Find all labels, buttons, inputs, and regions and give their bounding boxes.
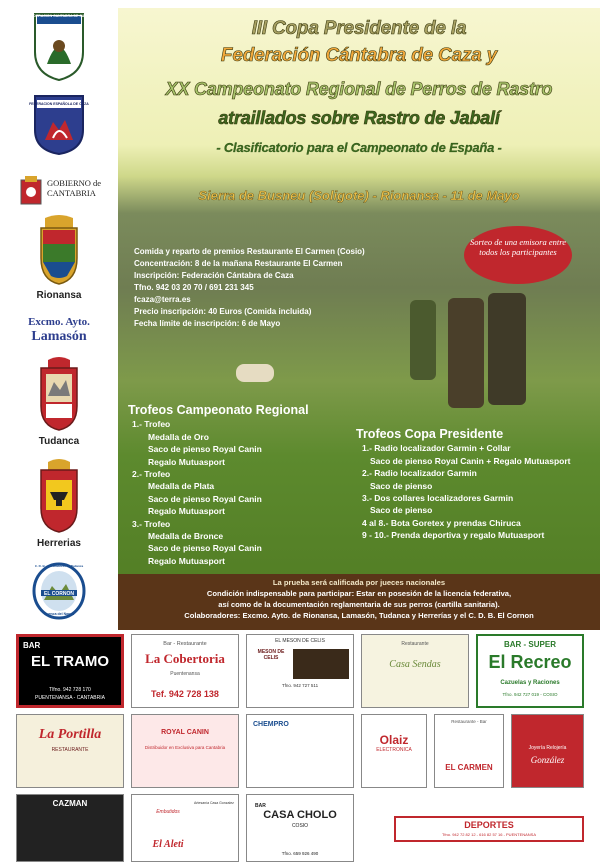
ad-el-tramo: BAR EL TRAMO Tlfno. 942 728 170 PUENTENANSA - CANTABRIA: [16, 634, 124, 708]
title-line2: Federación Cántabra de Caza y: [220, 45, 498, 66]
info-line: Concentración: 8 de la mañana Restaurante El Carmen: [134, 259, 343, 268]
ad-embutidos-el-aleti: Embutidos El Aleti Artesanía Casa Gonzalez: [131, 794, 239, 862]
title-line3: XX Campeonato Regional de Perros de Rastro: [165, 79, 553, 99]
info-line: Comida y reparto de premios Restaurante El Carmen (Cosio): [134, 247, 365, 256]
crest2-label: FEDERACION ESPAÑOLA DE CAZA: [29, 102, 89, 106]
regional-title: Trofeos Campeonato Regional: [128, 403, 309, 417]
ad-deportes: DEPORTES Tfno. 942 72 82 12 - 616 82 57 16 - PUENTENANSA: [394, 816, 584, 842]
tudanca-crest: [38, 356, 80, 432]
ad-cazman: CAZMAN: [16, 794, 124, 862]
prize-line: Saco de pienso: [370, 480, 433, 491]
prize-line: Saco de pienso Royal Canin: [148, 493, 262, 504]
hunter-figure: [448, 298, 484, 408]
tudanca-label: Tudanca: [38, 436, 80, 447]
title-line5: - Clasificatorio para el Campeonato de España -: [216, 140, 502, 155]
prize-line: Regalo Mutuasport: [148, 456, 225, 467]
prize-line: Regalo Mutuasport: [148, 555, 225, 566]
herrerias-label: Herrerias: [37, 538, 81, 549]
location-date: Sierra de Busneu (Soligote) - Rionansa - 11 de Mayo: [198, 188, 520, 203]
footer-line: así como de la documentación reglamentaria de sus perros (cartilla sanitaria).: [218, 600, 500, 609]
sponsors-grid: [0, 630, 600, 867]
ad-chempro: CHEMPRO: [246, 714, 354, 788]
el-cornon-label: EL CORNON: [44, 591, 74, 597]
ad-royal-canin: ROYAL CANIN Distribuidor en Exclusiva para Cantabria: [131, 714, 239, 788]
poster-footer: [118, 574, 600, 630]
prize-line: Saco de pienso Royal Canin + Regalo Mutuasport: [370, 455, 571, 466]
hunter-figure: [410, 300, 436, 380]
herrerias-crest: [38, 458, 80, 534]
ad-el-carmen: Restaurante - Bar EL CARMEN: [434, 714, 504, 788]
rionansa-label: Rionansa: [36, 290, 82, 301]
prize-line: 2.- Trofeo: [132, 469, 171, 480]
ad-meson-de-celis: EL MESON DE CELIS MESON DE CELIS Tfno. 942 727 511: [246, 634, 354, 708]
lamason-label: Lamasón: [31, 329, 87, 344]
event-info: [134, 246, 365, 330]
prize-line: 4 al 8.- Bota Goretex y prendas Chiruca: [362, 517, 521, 528]
sorteo-badge: Sorteo de una emisora entre todos los participantes: [464, 226, 572, 284]
footer-line: Colaboradores: Excmo. Ayto. de Rionansa, Lamasón, Tudanca y Herrerías y el C. D. B. El Cornon: [184, 611, 534, 620]
title-line4: atraillados sobre Rastro de Jabalí: [218, 108, 500, 128]
sidebar: [0, 0, 118, 630]
prize-line: Medalla de Plata: [148, 481, 215, 492]
presidente-title: Trofeos Copa Presidente: [356, 427, 504, 441]
federacion-cantabra-crest: [33, 12, 85, 82]
info-line: Precio inscripción: 40 Euros (Comida incluida): [134, 307, 312, 316]
dog-figure: [236, 364, 274, 382]
regional-trophies: [128, 404, 358, 567]
gobierno-label: GOBIERNO de CANTABRIA: [47, 178, 102, 198]
rionansa-crest: [37, 214, 81, 286]
ad-olaiz-products: [361, 794, 383, 862]
ad-el-recreo: BAR - SUPER El Recreo Cazuelas y Raciones Tfno. 942 727 019 - COSIO: [476, 634, 584, 708]
prize-line: 3.- Dos collares localizadores Garmin: [362, 493, 514, 504]
ad-la-cobertoria: Bar - Restaurante La Cobertoria Puentenansa Tef. 942 728 138: [131, 634, 239, 708]
prize-line: Saco de pienso Royal Canin: [148, 543, 262, 554]
prize-line: Saco de pienso Royal Canin: [148, 444, 262, 455]
info-line: Inscripción: Federación Cántabra de Caza: [134, 271, 294, 280]
prize-line: 2.- Radio localizador Garmin: [362, 468, 477, 479]
prize-line: Medalla de Oro: [148, 431, 209, 442]
ad-casa-sendas: Restaurante Casa Sendas: [361, 634, 469, 708]
title-line1: III Copa Presidente de la: [251, 18, 467, 39]
hunter-figure: [488, 293, 526, 405]
info-line: fcaza@terra.es: [134, 295, 191, 304]
ad-la-portilla: La Portilla RESTAURANTE: [16, 714, 124, 788]
prize-line: Medalla de Bronce: [148, 531, 224, 542]
prize-line: Regalo Mutuasport: [148, 506, 225, 517]
info-line: Tfno. 942 03 20 70 / 691 231 345: [134, 283, 254, 292]
prize-line: 1.- Trofeo: [132, 419, 171, 430]
excmo-label: Excmo. Ayto.: [28, 316, 90, 328]
el-cornon-bottom: Cuenca del Nansa: [43, 612, 75, 616]
crest1-label: FEDERACION CANTABRA DE CAZA: [28, 14, 90, 18]
info-line: Fecha límite de inscripción: 6 de Mayo: [134, 319, 281, 328]
ad-casa-cholo: BAR CASA CHOLO COSIO Tfno. 659 926 490: [246, 794, 354, 862]
footer-line: Condición indispensable para participar: Estar en posesión de la licencia federativa,: [206, 589, 512, 598]
presidente-trophies: [356, 428, 596, 542]
prize-line: 1.- Radio localizador Garmin + Collar: [362, 443, 511, 454]
poster: [118, 8, 600, 630]
gobierno-crest: [20, 176, 42, 210]
ad-joyeria-gonzalez: Joyería Relojería González: [511, 714, 584, 788]
meson-photo: [293, 649, 349, 679]
prize-line: Saco de pienso: [370, 505, 433, 516]
prize-line: 3.- Trofeo: [132, 518, 171, 529]
el-cornon-top: C. D. B. de Cazadores de Tudanca: [34, 564, 84, 568]
prize-line: 9 - 10.- Prenda deportiva y regalo Mutuasport: [362, 530, 545, 541]
footer-line: La prueba será calificada por jueces nacionales: [272, 578, 446, 587]
ad-olaiz: Olaiz ELECTRONICA: [361, 714, 427, 788]
